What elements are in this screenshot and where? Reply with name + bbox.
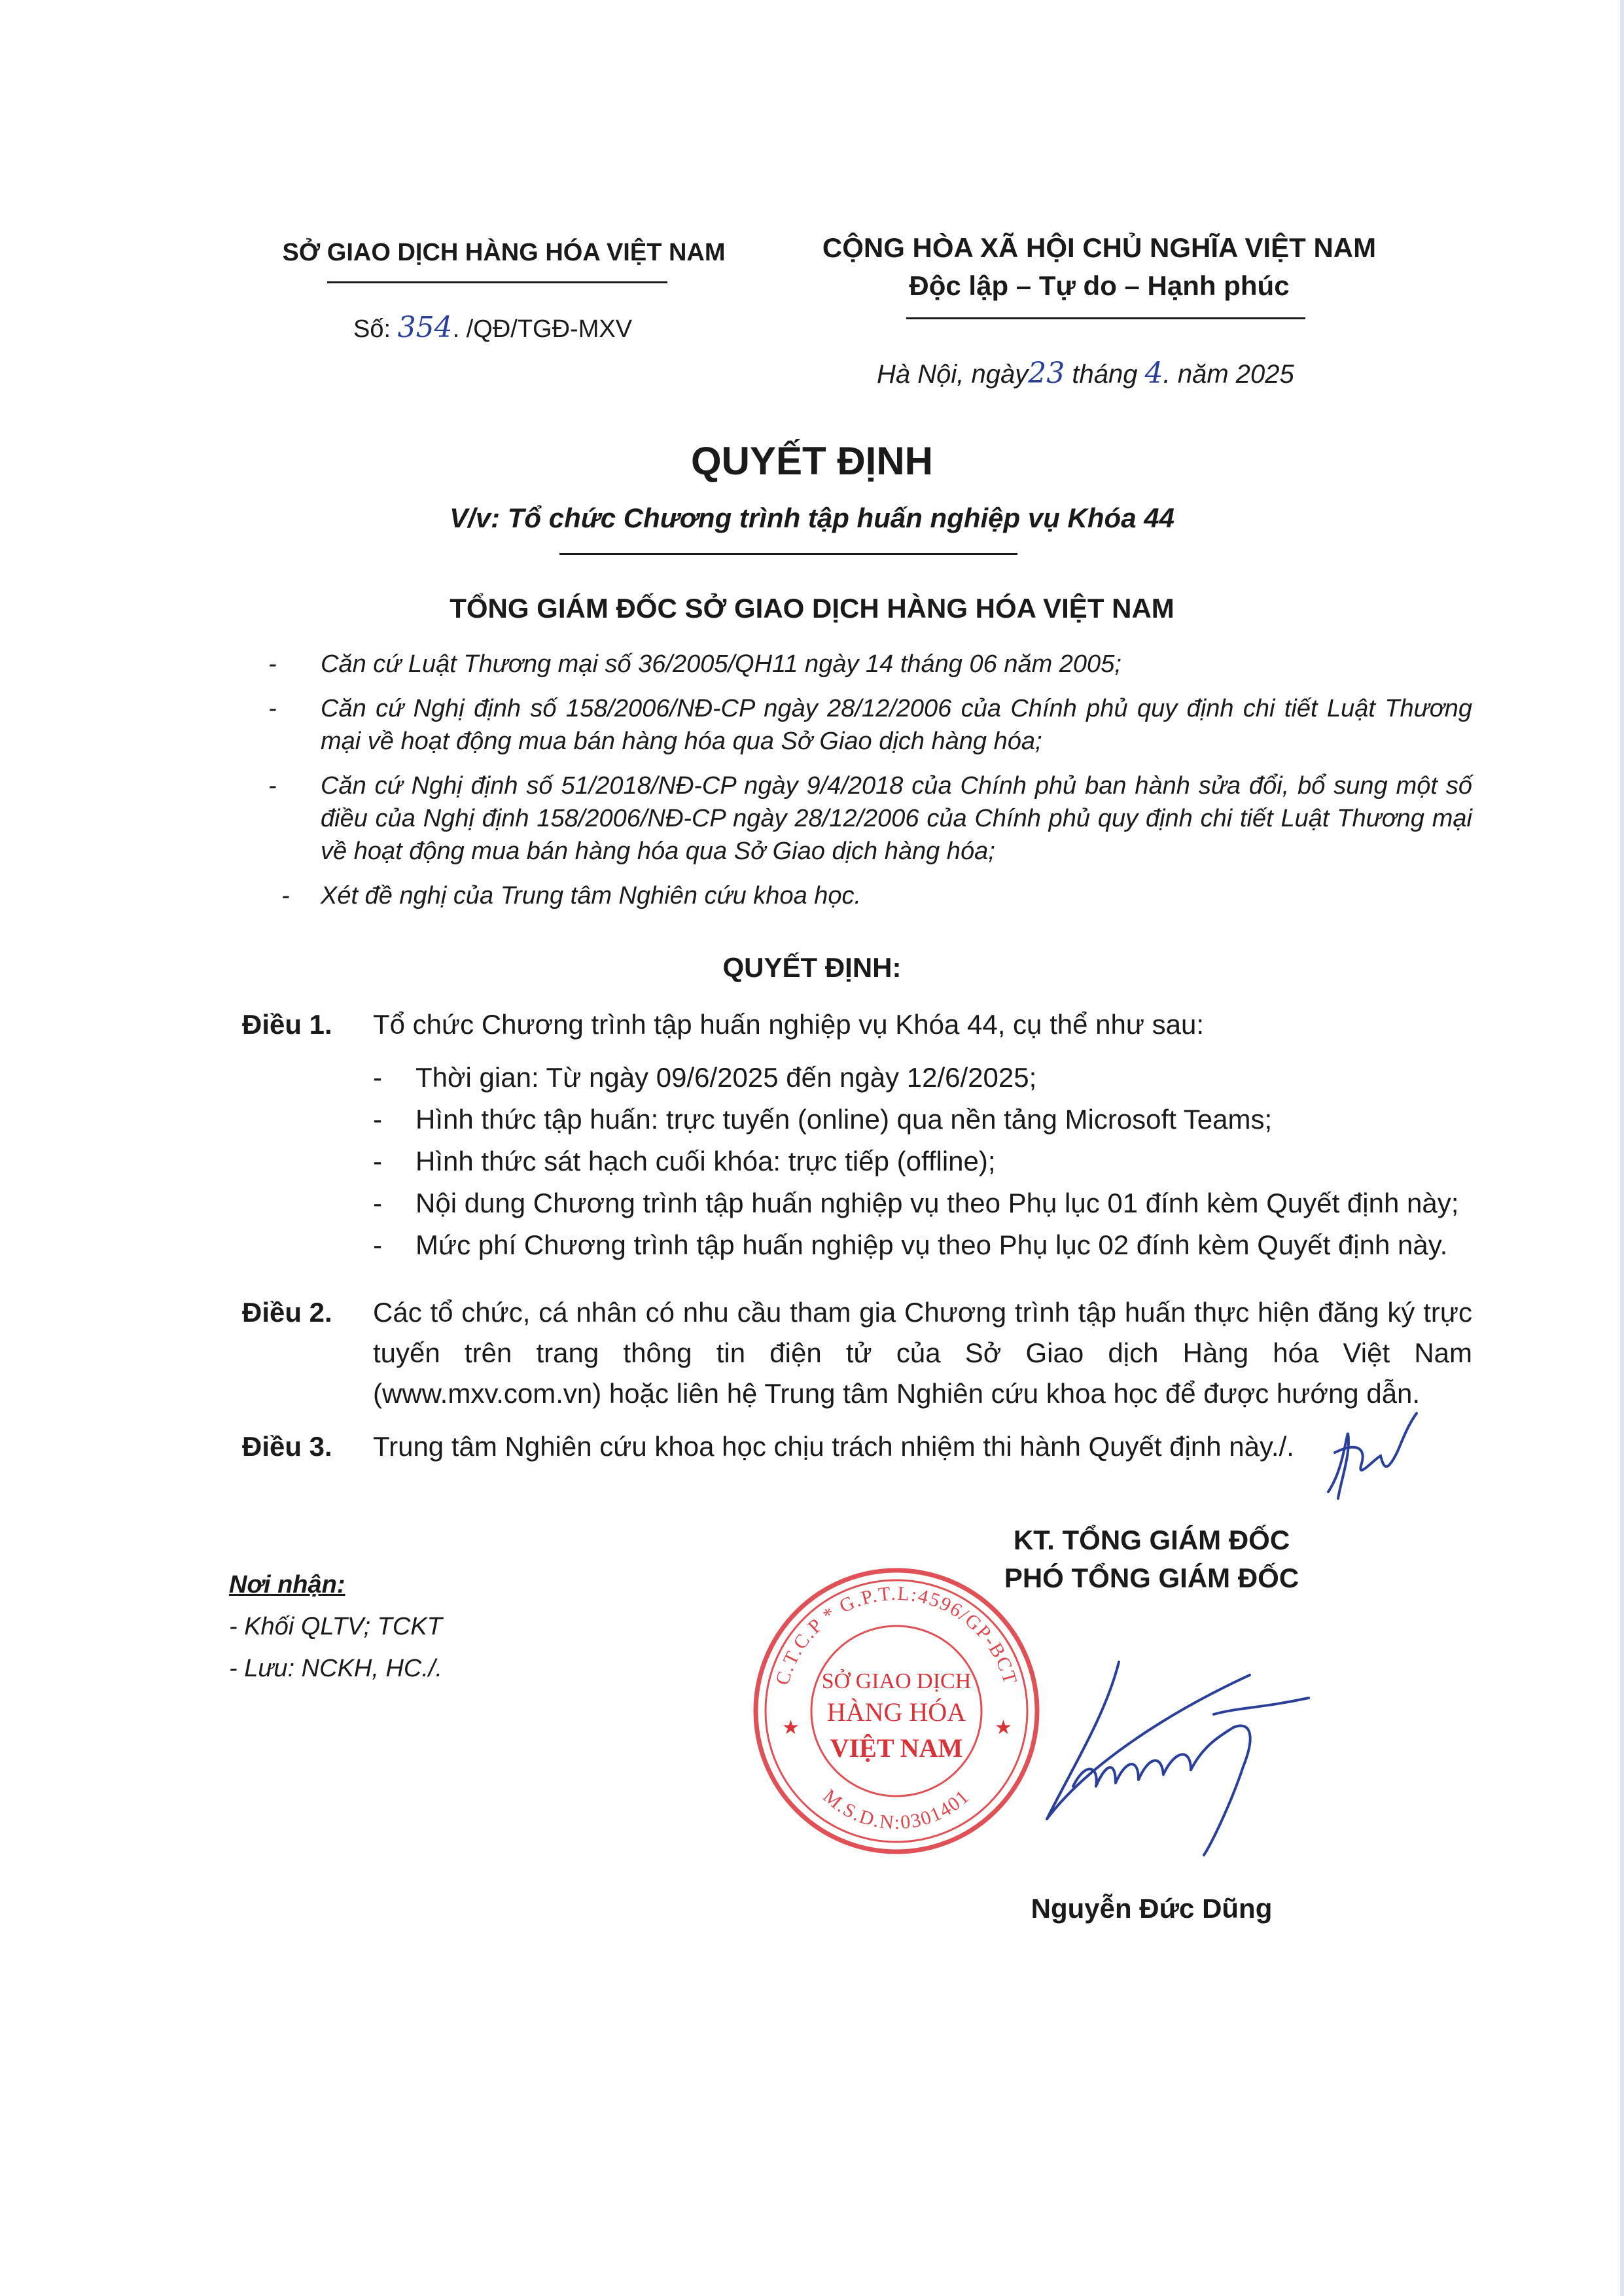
article-text: Các tổ chức, cá nhân có nhu cầu tham gia Chương trình tập huấn thực hiện đăng ký trực tuyến trên trang thông tin điện tử của Sở Giao dịch Hàng hóa Việt Nam (www.mxv.com.vn) hoặc liên hệ Trung tâm Nghiên cứu khoa học để được hướng dẫn. <box>373 1297 1472 1409</box>
date-place: Hà Nội, ngày <box>877 360 1029 389</box>
date-month-label: tháng <box>1072 360 1138 389</box>
recipients-title: Nơi nhận: <box>229 1571 345 1598</box>
list-item: - Nội dung Chương trình tập huấn nghiệp vụ theo Phụ lục 01 đính kèm Quyết định này; <box>373 1188 1459 1218</box>
svg-text:M.S.D.N:0301401 <box>819 1785 974 1833</box>
initials-signature <box>1315 1407 1420 1505</box>
article-label: Điều 1. <box>242 1009 332 1040</box>
article-2 <box>242 1292 1472 1414</box>
basis-list <box>268 648 1472 924</box>
national-header <box>785 232 1413 302</box>
authority: TỔNG GIÁM ĐỐC SỞ GIAO DỊCH HÀNG HÓA VIỆT NAM <box>450 593 1174 624</box>
date-month: 4 <box>1144 357 1163 390</box>
document-number <box>353 311 632 344</box>
decision-label: QUYẾT ĐỊNH: <box>722 952 902 983</box>
recipient-item: - Khối QLTV; TCKT <box>229 1613 442 1640</box>
basis-item: - Căn cứ Nghị định số 51/2018/NĐ-CP ngày 9/4/2018 của Chính phủ ban hành sửa đổi, bổ sung một số điều của Nghị định 158/2006/NĐ-CP ngày 28/12/2006 của Chính phủ quy định chi tiết Luật Thương mại về hoạt động mua bán hàng hóa qua Sở Giao dịch hàng hóa; <box>268 772 1472 865</box>
subtitle-underline <box>559 553 1017 555</box>
basis-item: - Căn cứ Nghị định số 158/2006/NĐ-CP ngày 28/12/2006 của Chính phủ quy định chi tiết Luật Thương mại về hoạt động mua bán hàng hóa qua Sở Giao dịch hàng hóa; <box>268 695 1472 755</box>
stamp-line2: HÀNG HÓA <box>826 1697 966 1727</box>
basis-item: - Xét đề nghị của Trung tâm Nghiên cứu khoa học. <box>281 882 862 910</box>
org-underline <box>327 281 667 283</box>
number-handwritten: 354 <box>397 311 453 344</box>
number-prefix: Số: <box>353 315 391 343</box>
basis-item: - Căn cứ Luật Thương mại số 36/2005/QH11 ngày 14 tháng 06 năm 2005; <box>268 650 1121 678</box>
handwritten-signature <box>1034 1636 1341 1858</box>
stamp-bottom-text: M.S.D.N:0301401 <box>819 1785 974 1834</box>
stamp-line1: SỞ GIAO DỊCH <box>821 1669 972 1693</box>
svg-text:★: ★ <box>782 1717 800 1739</box>
date-year: . năm 2025 <box>1163 360 1294 389</box>
article-label: Điều 2. <box>242 1297 332 1328</box>
article-label: Điều 3. <box>242 1431 332 1462</box>
recipients <box>229 1564 442 1689</box>
official-stamp <box>746 1561 1047 1862</box>
list-item: - Thời gian: Từ ngày 09/6/2025 đến ngày 12/6/2025; <box>373 1062 1037 1093</box>
signatory-title-line2: PHÓ TỔNG GIÁM ĐỐC <box>1004 1563 1299 1593</box>
list-item: - Mức phí Chương trình tập huấn nghiệp vụ theo Phụ lục 02 đính kèm Quyết định này. <box>373 1229 1448 1260</box>
country-name: CỘNG HÒA XÃ HỘI CHỦ NGHĨA VIỆT NAM <box>822 232 1377 263</box>
stamp-line3: VIỆT NAM <box>830 1733 963 1763</box>
article-text: Tổ chức Chương trình tập huấn nghiệp vụ Khóa 44, cụ thể như sau: <box>373 1009 1205 1040</box>
scan-edge <box>1620 0 1624 2296</box>
motto: Độc lập – Tự do – Hạnh phúc <box>909 270 1290 301</box>
list-item: - Hình thức sát hạch cuối khóa: trực tiếp (offline); <box>373 1146 996 1176</box>
org-name: SỞ GIAO DỊCH HÀNG HÓA VIỆT NAM <box>282 239 726 266</box>
article-1 <box>242 1004 1472 1045</box>
list-item: - Hình thức tập huấn: trực tuyến (online) qua nền tảng Microsoft Teams; <box>373 1104 1273 1135</box>
article-3 <box>242 1426 1472 1467</box>
signatory-title-line1: KT. TỔNG GIÁM ĐỐC <box>1013 1525 1290 1555</box>
date-day: 23 <box>1028 357 1065 390</box>
signer-name: Nguyễn Đức Dũng <box>1031 1893 1273 1924</box>
number-suffix: . /QĐ/TGĐ-MXV <box>452 315 633 343</box>
subtitle: V/v: Tổ chức Chương trình tập huấn nghiệp vụ Khóa 44 <box>450 503 1174 533</box>
svg-text:★: ★ <box>995 1717 1012 1739</box>
date-line <box>877 357 1294 390</box>
recipient-item: - Lưu: NCKH, HC./. <box>229 1655 443 1682</box>
page-title: QUYẾT ĐỊNH <box>690 439 934 483</box>
motto-underline <box>906 317 1305 319</box>
article-1-items <box>373 1057 1485 1266</box>
article-text: Trung tâm Nghiên cứu khoa học chịu trách nhiệm thi hành Quyết định này./. <box>373 1431 1294 1462</box>
stamp-outer-text: C.T.C.P * G.P.T.L:4596/GP-BCT <box>771 1582 1021 1688</box>
